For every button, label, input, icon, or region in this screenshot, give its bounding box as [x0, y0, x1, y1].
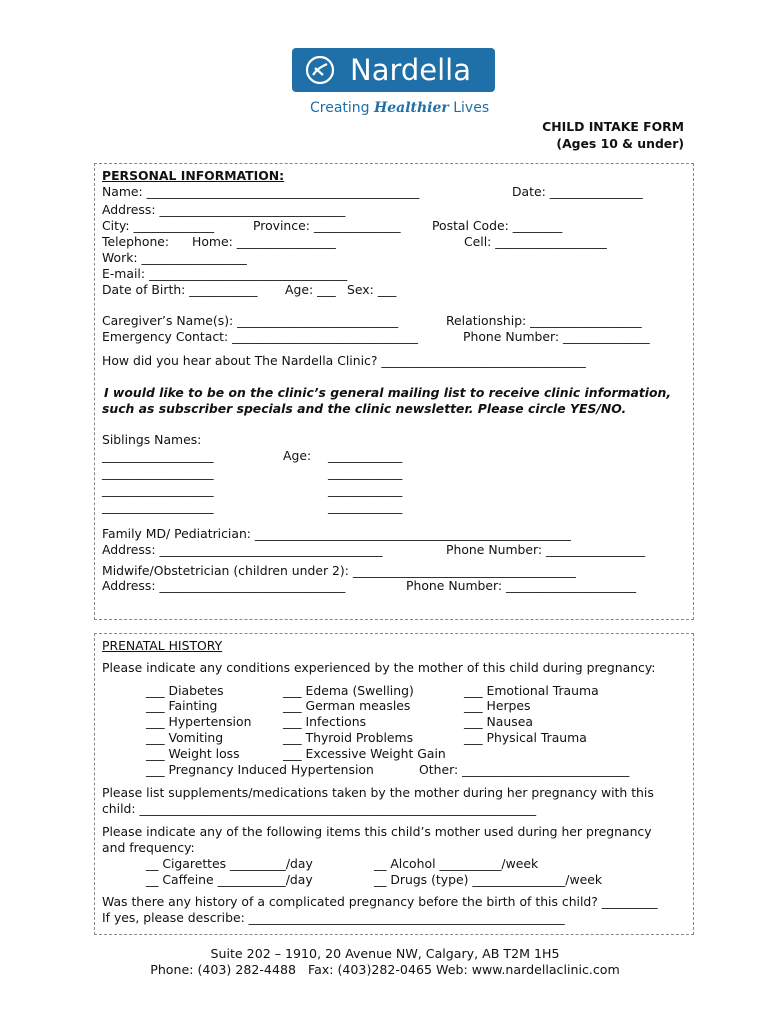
footer-contact: Phone: (403) 282-4488 Fax: (403)282-0465 Web: www.nardellaclinic.com [150, 962, 620, 977]
cigarettes-field[interactable]: __ Cigarettes _________/day [146, 856, 313, 871]
nardella-logo-icon [305, 55, 335, 85]
drugs-field[interactable]: __ Drugs (type) _______________/week [374, 872, 603, 887]
siblings-age-label: Age: [283, 448, 312, 463]
form-title-block [542, 118, 684, 152]
condition-checkbox[interactable]: ___ Emotional Trauma [464, 683, 599, 698]
condition-checkbox[interactable]: ___ Herpes [464, 698, 531, 713]
prenatal-intro: Please indicate any conditions experienced by the mother of this child during pregnancy: [102, 660, 656, 675]
condition-checkbox[interactable]: ___ Fainting [146, 698, 218, 713]
condition-checkbox[interactable]: ___ Infections [283, 714, 367, 729]
condition-checkbox[interactable]: ___ German measles [283, 698, 411, 713]
sibling-name-line[interactable]: __________________ [102, 499, 214, 514]
name-field[interactable]: Name: ____________________________________________ [102, 184, 420, 199]
condition-checkbox[interactable]: ___ Physical Trauma [464, 730, 587, 745]
alcohol-field[interactable]: __ Alcohol __________/week [374, 856, 539, 871]
dob-field[interactable]: Date of Birth: ___________ [102, 282, 258, 297]
email-field[interactable]: E-mail: ________________________________ [102, 266, 348, 281]
supplements-field[interactable]: child: ________________________________________________________________ [102, 801, 537, 816]
form-title: CHILD INTAKE FORM [542, 119, 684, 134]
address-field[interactable]: Address: ______________________________ [102, 202, 346, 217]
siblings-label: Siblings Names: [102, 432, 202, 447]
sex-field[interactable]: Sex: ___ [347, 282, 397, 297]
footer-address: Suite 202 – 1910, 20 Avenue NW, Calgary, AB T2M 1H5 [210, 946, 560, 961]
midwife-address-field[interactable]: Address: ______________________________ [102, 578, 346, 593]
family-md-field[interactable]: Family MD/ Pediatrician: ___________________________________________________ [102, 526, 571, 541]
form-subtitle: (Ages 10 & under) [556, 136, 684, 151]
telephone-label: Telephone: [102, 234, 170, 249]
postal-code-field[interactable]: Postal Code: ________ [432, 218, 563, 233]
prenatal-history-section [94, 633, 694, 935]
age-field[interactable]: Age: ___ [285, 282, 336, 297]
condition-checkbox[interactable]: ___ Nausea [464, 714, 533, 729]
sibling-age-line[interactable]: ____________ [328, 465, 403, 480]
logo-text: Nardella [350, 53, 472, 87]
items-question-2: and frequency: [102, 840, 195, 855]
midwife-phone-field[interactable]: Phone Number: _____________________ [406, 578, 637, 593]
referral-source-field[interactable]: How did you hear about The Nardella Clinic? _________________________________ [102, 353, 586, 368]
sibling-age-line[interactable]: ____________ [328, 482, 403, 497]
items-question: Please indicate any of the following items this child’s mother used during her pregnancy [102, 824, 652, 839]
condition-checkbox[interactable]: ___ Weight loss [146, 746, 240, 761]
tagline [310, 99, 489, 117]
tagline-part: Creating [310, 100, 375, 116]
sibling-name-line[interactable]: __________________ [102, 465, 214, 480]
caffeine-field[interactable]: __ Caffeine ___________/day [146, 872, 313, 887]
mailing-list-line-1: I would like to be on the clinic’s general mailing list to receive clinic information, [104, 385, 672, 400]
mailing-list-line-2[interactable]: such as subscriber specials and the clinic newsletter. Please circle YES/NO. [102, 401, 627, 416]
condition-checkbox[interactable]: ___ Pregnancy Induced Hypertension [146, 762, 374, 777]
condition-checkbox[interactable]: ___ Excessive Weight Gain [283, 746, 446, 761]
complication-description-field[interactable]: If yes, please describe: ___________________________________________________ [102, 910, 565, 925]
date-field[interactable]: Date: _______________ [512, 184, 643, 199]
work-phone-field[interactable]: Work: _________________ [102, 250, 247, 265]
md-phone-field[interactable]: Phone Number: ________________ [446, 542, 646, 557]
emergency-contact-field[interactable]: Emergency Contact: ______________________________ [102, 329, 419, 344]
relationship-field[interactable]: Relationship: __________________ [446, 313, 642, 328]
sibling-name-line[interactable]: __________________ [102, 482, 214, 497]
sibling-name-line[interactable]: __________________ [102, 448, 214, 463]
sibling-age-line[interactable]: ____________ [328, 448, 403, 463]
midwife-field[interactable]: Midwife/Obstetrician (children under 2): ____________________________________ [102, 563, 576, 578]
condition-checkbox[interactable]: ___ Thyroid Problems [283, 730, 414, 745]
complicated-pregnancy-field[interactable]: Was there any history of a complicated pregnancy before the birth of this child? _________ [102, 894, 658, 909]
condition-checkbox[interactable]: ___ Hypertension [146, 714, 252, 729]
tagline-part: Lives [448, 100, 490, 116]
condition-checkbox[interactable]: ___ Edema (Swelling) [283, 683, 414, 698]
emergency-phone-field[interactable]: Phone Number: ______________ [463, 329, 650, 344]
city-field[interactable]: City: _____________ [102, 218, 215, 233]
supplements-question: Please list supplements/medications taken by the mother during her pregnancy with this [102, 785, 654, 800]
personal-info-heading: PERSONAL INFORMATION: [102, 168, 285, 183]
cell-phone-field[interactable]: Cell: __________________ [464, 234, 607, 249]
condition-checkbox[interactable]: ___ Diabetes [146, 683, 224, 698]
province-field[interactable]: Province: ______________ [253, 218, 401, 233]
tagline-script: Healthier [374, 100, 449, 116]
sibling-age-line[interactable]: ____________ [328, 499, 403, 514]
caregiver-field[interactable]: Caregiver’s Name(s): __________________________ [102, 313, 399, 328]
md-address-field[interactable]: Address: ____________________________________ [102, 542, 383, 557]
prenatal-heading: PRENATAL HISTORY [102, 638, 223, 653]
other-condition-field[interactable]: Other: ___________________________ [419, 762, 630, 777]
condition-checkbox[interactable]: ___ Vomiting [146, 730, 224, 745]
home-phone-field[interactable]: Home: ________________ [192, 234, 336, 249]
